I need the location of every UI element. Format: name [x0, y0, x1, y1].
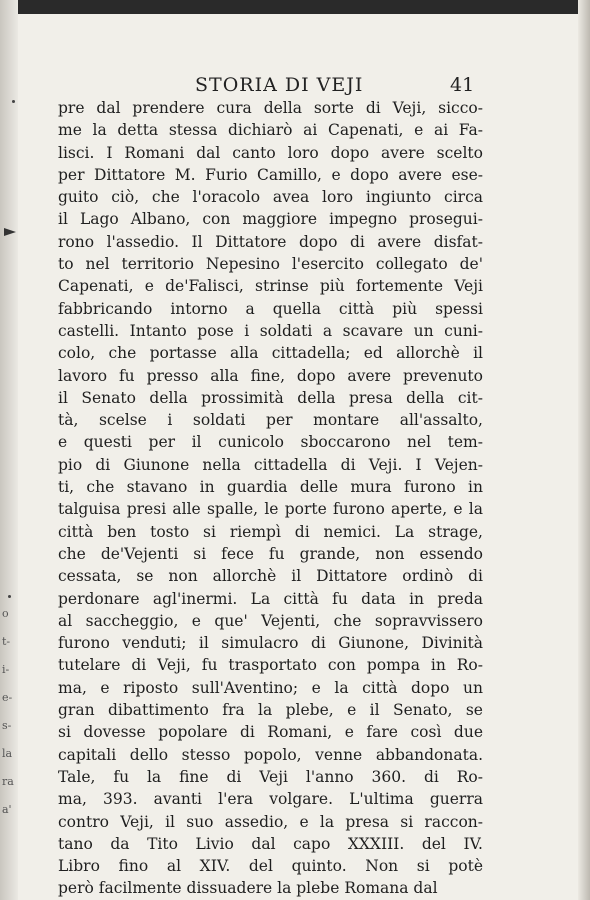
margin-fragment: e- [2, 691, 13, 704]
text-line: capitali dello stesso popolo, venne abbandonata. [58, 745, 483, 764]
text-line: lavoro fu presso alla fine, dopo avere prevenuto [58, 366, 483, 385]
text-line: il Lago Albano, con maggiore impegno prosegui- [58, 210, 483, 229]
text-line: furono venduti; il simulacro di Giunone, Divinità [58, 634, 483, 653]
text-line: Tale, fu la fine di Veji l'anno 360. di Ro- [58, 767, 483, 786]
text-line: e questi per il cunicolo sboccarono nel tem- [58, 433, 483, 452]
page-header [0, 70, 590, 100]
margin-fragment: i- [2, 663, 10, 676]
text-line: pre dal prendere cura della sorte di Veji, sicco- [58, 99, 483, 117]
text-line: fabbricando intorno a quella città più spessi [58, 299, 483, 318]
margin-fragment: a' [2, 803, 12, 816]
text-line: al saccheggio, e que' Vejenti, che sopravvissero [58, 611, 483, 630]
margin-dot-mark [12, 100, 15, 103]
text-line: ma, e riposto sull'Aventino; e la città dopo un [58, 678, 483, 697]
text-line: città ben tosto si riempì di nemici. La strage, [58, 522, 483, 541]
text-line: talguisa presi alle spalle, le porte furono aperte, e la [58, 500, 483, 519]
text-line: tano da Tito Livio dal capo XXXIII. del IV. [58, 834, 483, 853]
page-edge-shadow [578, 0, 590, 900]
margin-fragment: t- [2, 635, 11, 648]
text-line: perdonare agl'inermi. La città fu data in preda [58, 589, 483, 608]
margin-dot-mark [8, 595, 11, 598]
text-line: si dovesse popolare di Romani, e fare così due [58, 723, 483, 742]
margin-arrow-mark [4, 228, 16, 236]
text-line: Libro fino al XIV. del quinto. Non si potè [58, 857, 483, 876]
text-line: Capenati, e de'Falisci, strinse più fortemente Veji [58, 277, 483, 296]
page-number: 41 [450, 74, 475, 96]
text-line: per Dittatore M. Furio Camillo, e dopo avere ese- [58, 165, 483, 184]
text-line: cessata, se non allorchè il Dittatore ordinò di [58, 567, 483, 586]
text-line: gran dibattimento fra la plebe, e il Senato, se [58, 701, 483, 720]
text-line: lisci. I Romani dal canto loro dopo avere scelto [58, 143, 483, 162]
margin-fragment: o [2, 607, 9, 620]
text-line: me la detta stessa dichiarò ai Capenati, e ai Fa- [58, 121, 483, 140]
margin-fragment: s- [2, 719, 12, 732]
text-line: colo, che portasse alla cittadella; ed allorchè il [58, 344, 483, 363]
text-line: però facilmente dissuadere la plebe Romana dal [58, 879, 438, 898]
body-text [58, 97, 483, 900]
text-line: to nel territorio Nepesino l'esercito collegato de' [58, 255, 483, 274]
text-line: ti, che stavano in guardia delle mura furono in [58, 478, 483, 497]
text-line: che de'Vejenti si fece fu grande, non essendo [58, 544, 483, 563]
text-line: castelli. Intanto pose i soldati a scavare un cuni- [58, 321, 483, 340]
text-line: ma, 393. avanti l'era volgare. L'ultima guerra [58, 790, 483, 809]
running-title: STORIA DI VEJI [195, 74, 364, 96]
margin-bleed-through [2, 600, 16, 824]
text-line: tutelare di Veji, fu trasportato con pompa in Ro- [58, 656, 483, 675]
margin-fragment: ra [2, 775, 14, 788]
scan-top-border [0, 0, 590, 14]
text-line: guito ciò, che l'oracolo avea loro ingiunto circa [58, 188, 483, 207]
text-line: pio di Giunone nella cittadella di Veji. I Vejen- [58, 455, 483, 474]
text-line: il Senato della prossimità della presa della cit- [58, 388, 483, 407]
text-line: tà, scelse i soldati per montare all'assalto, [58, 411, 483, 430]
margin-fragment: la [2, 747, 13, 760]
text-line: contro Veji, il suo assedio, e la presa si raccon- [58, 812, 483, 831]
text-line: rono l'assedio. Il Dittatore dopo di avere disfat- [58, 232, 483, 251]
